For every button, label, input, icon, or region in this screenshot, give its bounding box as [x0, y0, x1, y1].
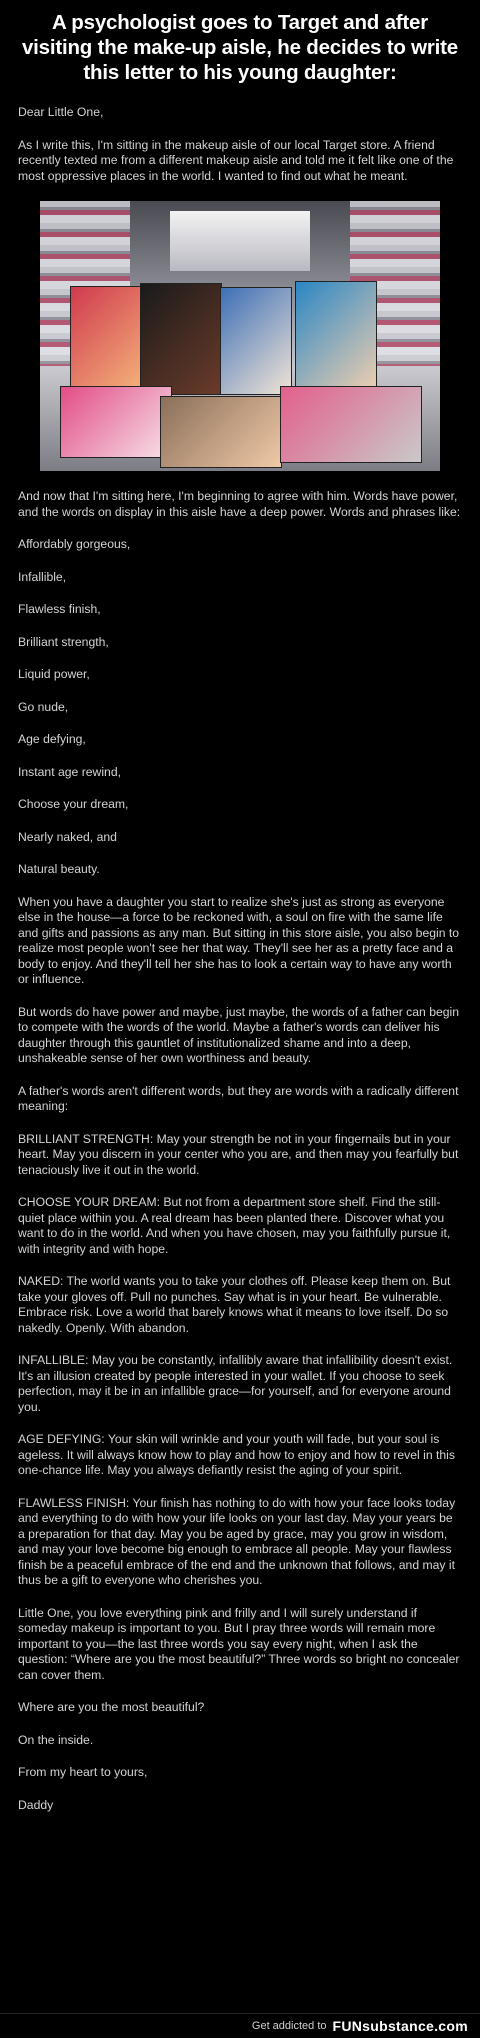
- footer-tagline: Get addicted to: [251, 2020, 327, 2032]
- letter-paragraph: Where are you the most beautiful?: [18, 1700, 205, 1714]
- letter-closing: From my heart to yours,: [18, 1765, 148, 1779]
- phrase-item: Affordably gorgeous,: [18, 537, 131, 551]
- phrase-item: Flawless finish,: [18, 602, 101, 616]
- phrase-item: Instant age rewind,: [18, 764, 121, 779]
- site-logo-link[interactable]: FUNsubstance.com: [332, 2018, 468, 2034]
- letter-paragraph: And now that I'm sitting here, I'm beginning to agree with him. Words have power, and the words on display in this aisle have a deep power. Words and phrases like:: [18, 489, 461, 519]
- letter-paragraph: On the inside.: [18, 1732, 94, 1747]
- magazine-cover: [140, 283, 222, 395]
- letter-paragraph: When you have a daughter you start to realize she's just as strong as everyone else in the house—a force to be reckoned with, a soul on fire with the same life and gifts and passions as any man. But sitting in this store aisle, you also begin to realize most people won't see her that way. They'll see her as a pretty face and a body to enjoy. And they'll tell her she has to look a certain way to have any worth or influence.: [18, 894, 460, 986]
- letter-signature: Daddy: [18, 1797, 54, 1812]
- magazine-cover: [70, 286, 142, 393]
- page-title: A psychologist goes to Target and after visiting the make-up aisle, he decides to write this letter to his young daughter:: [21, 11, 459, 84]
- letter-paragraph: NAKED: The world wants you to take your clothes off. Please keep them on. But take your gloves off. Pull no punches. Say what is in your heart. Be vulnerable. Embrace risk. Love a world that barely knows what it means to love itself. Do so nakedly. Openly. With abandon.: [18, 1274, 451, 1335]
- letter-paragraph: FLAWLESS FINISH: Your finish has nothing to do with how your face looks today and everything to do with how your life looks on your last day. May your years be a preparation for that day. May you be aged by grace, may you grow in wisdom, and may your love become big enough to embrace all people. May your flawless finish be a peaceful embrace of the end and the unknown that follows, and may it thus be a gift to everyone who cherishes you.: [18, 1495, 456, 1587]
- phrase-item: Nearly naked, and: [18, 829, 117, 844]
- letter-paragraph: Little One, you love everything pink and frilly and I will surely understand if someday makeup is important to you. But I pray three words will remain more important to you—the last three words you say every night, when I ask the question: “Where are you the most beautiful?” Three words so bright no concealer can cover them.: [18, 1605, 460, 1682]
- letter-intro: As I write this, I'm sitting in the makeup aisle of our local Target store. A friend recently texted me from a different makeup aisle and told me it felt like one of the most oppressive places in the world. I wanted to find out what he meant.: [18, 137, 454, 183]
- letter-paragraph: A father's words aren't different words, but they are words with a radically different meaning:: [18, 1083, 459, 1113]
- phrase-item: Natural beauty.: [18, 862, 100, 876]
- letter-body: [0, 105, 480, 1813]
- magazine-cover: [280, 386, 422, 463]
- phrase-item: Liquid power,: [18, 667, 90, 681]
- letter-paragraph: But words do have power and maybe, just maybe, the words of a father can begin to compete with the words of the world. Maybe a father's words can deliver his daughter through this gauntlet of institutionalized shame and into a deep, unshakeable sense of her own worthiness and beauty.: [18, 1004, 460, 1065]
- letter-paragraph: CHOOSE YOUR DREAM: But not from a department store shelf. Find the still-quiet place within you. A real dream has been planted there. Discover what you want to do in the world. And when you have chosen, may you faithfully pursue it, with integrity and with hope.: [18, 1195, 451, 1256]
- phrase-item: Go nude,: [18, 699, 69, 714]
- aisle-background: [170, 211, 310, 271]
- phrase-item: Brilliant strength,: [18, 634, 109, 649]
- letter-paragraph: AGE DEFYING: Your skin will wrinkle and your youth will fade, but your soul is ageless. It will always know how to play and how to enjoy and how to revel in this one-chance life. May you always defiantly resist the aging of your spirit.: [18, 1432, 455, 1477]
- phrase-item: Choose your dream,: [18, 797, 129, 811]
- magazine-cover: [295, 281, 377, 395]
- magazine-cover: [160, 396, 282, 468]
- makeup-aisle-photo: [40, 201, 440, 471]
- letter-greeting: Dear Little One,: [18, 105, 104, 119]
- magazine-cover: [220, 287, 292, 395]
- letter-paragraph: INFALLIBLE: May you be constantly, infallibly aware that infallibility doesn't exist. It's an illusion created by people interested in your wallet. If you choose to seek perfection, may it be in an infallible grace—for yourself, and for everyone around you.: [18, 1353, 453, 1414]
- site-footer: [0, 2013, 480, 2038]
- phrase-item: Infallible,: [18, 569, 67, 584]
- letter-paragraph: BRILLIANT STRENGTH: May your strength be not in your fingernails but in your heart. May you discern in your center who you are, and then may you fearfully but tenaciously live it out in the world.: [18, 1131, 459, 1177]
- phrase-item: Age defying,: [18, 732, 86, 746]
- magazine-cover: [60, 386, 172, 458]
